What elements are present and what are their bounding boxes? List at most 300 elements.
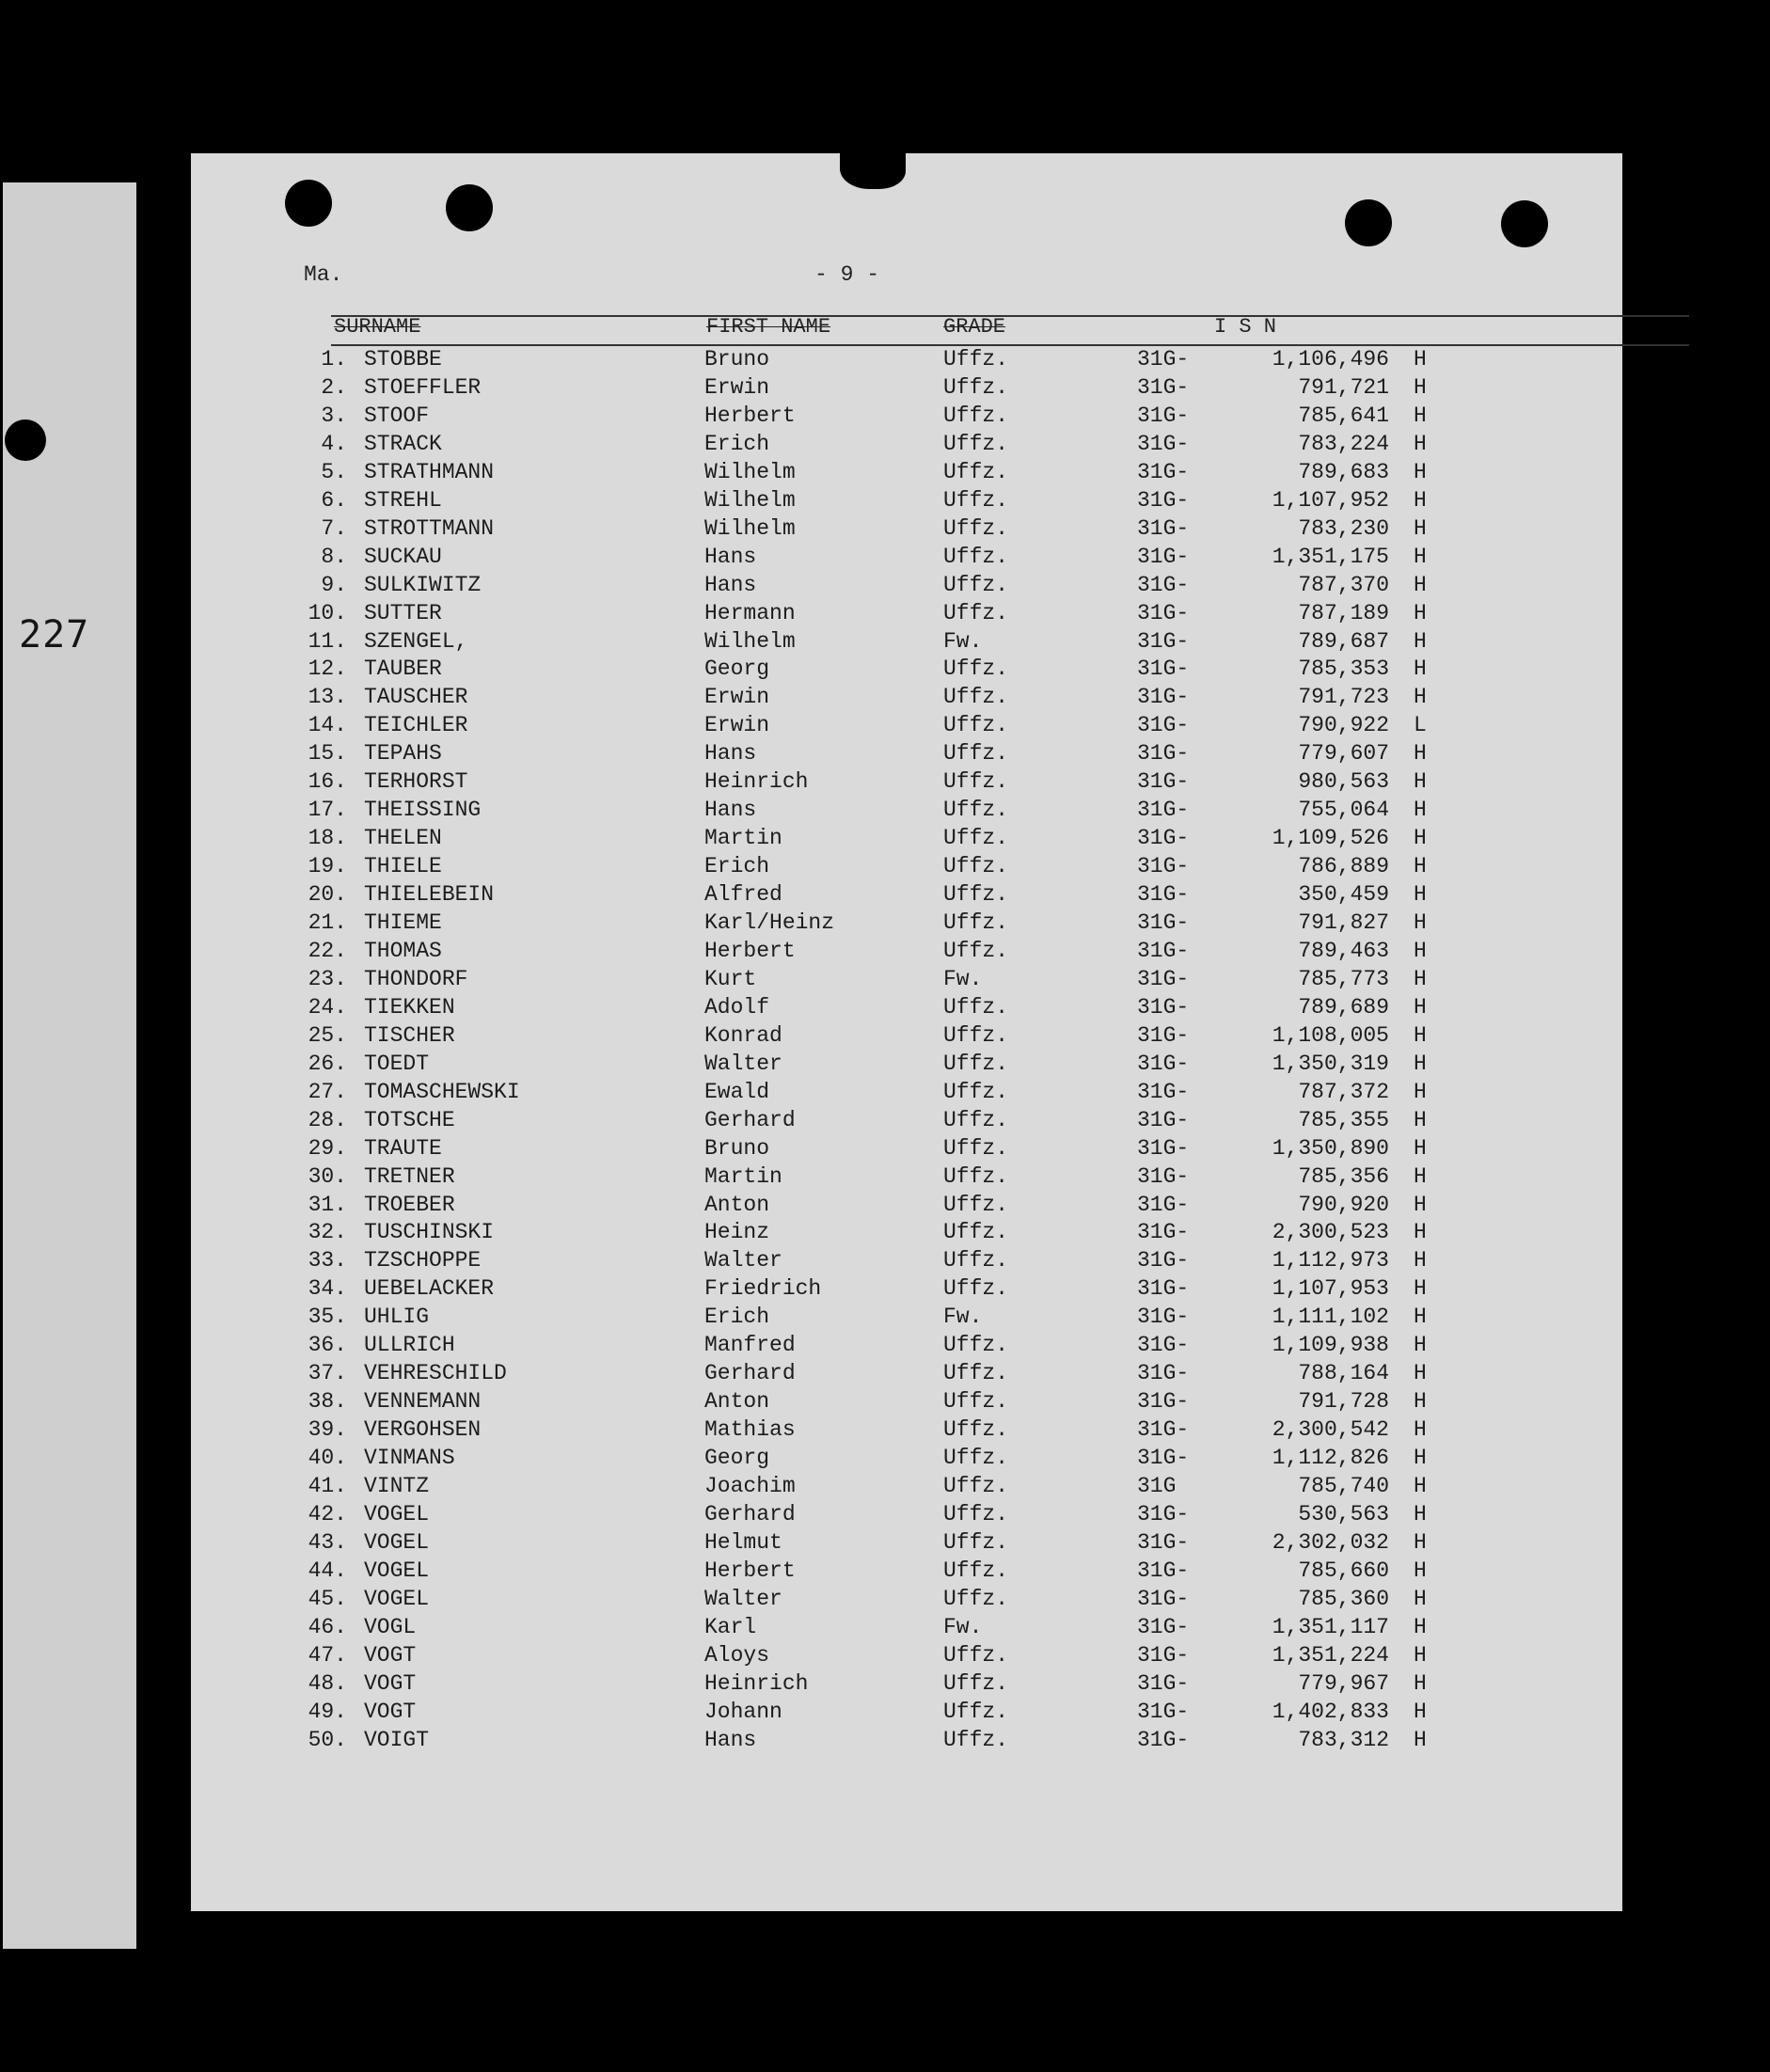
row-number: 41. bbox=[308, 1474, 347, 1498]
surname: VENNEMANN bbox=[364, 1389, 482, 1415]
isn-number: 785,740 bbox=[1298, 1474, 1389, 1498]
isn-prefix: 31G- bbox=[1137, 854, 1190, 879]
isn-suffix: L bbox=[1414, 713, 1427, 738]
table-row bbox=[191, 826, 1622, 854]
isn-prefix: 31G- bbox=[1137, 1248, 1190, 1273]
isn-number: 980,563 bbox=[1298, 769, 1389, 795]
isn-prefix: 31G- bbox=[1137, 628, 1190, 654]
isn-prefix: 31G- bbox=[1137, 459, 1190, 484]
grade: Uffz. bbox=[943, 1642, 1009, 1668]
surname: VERGOHSEN bbox=[364, 1417, 482, 1443]
first-name: Johann bbox=[704, 1699, 782, 1724]
table-row bbox=[191, 1587, 1622, 1615]
header-surname: SURNAME bbox=[334, 315, 421, 339]
grade: Uffz. bbox=[943, 854, 1009, 879]
first-name: Anton bbox=[704, 1389, 770, 1415]
surname: TROEBER bbox=[364, 1192, 455, 1217]
first-name: Erich bbox=[704, 854, 770, 879]
isn-number: 1,351,117 bbox=[1272, 1614, 1389, 1639]
isn-suffix: H bbox=[1414, 515, 1427, 541]
first-name: Herbert bbox=[704, 938, 796, 963]
row-number: 38. bbox=[308, 1389, 347, 1415]
isn-suffix: H bbox=[1414, 374, 1427, 400]
first-name: Herbert bbox=[704, 1558, 796, 1583]
table-row bbox=[191, 1643, 1622, 1671]
isn-suffix: H bbox=[1414, 1220, 1427, 1245]
first-name: Bruno bbox=[704, 1135, 770, 1161]
isn-suffix: H bbox=[1414, 741, 1427, 767]
grade: Uffz. bbox=[943, 882, 1009, 908]
isn-prefix: 31G- bbox=[1137, 1727, 1190, 1752]
row-number: 12. bbox=[308, 656, 347, 682]
grade: Uffz. bbox=[943, 374, 1009, 400]
frame-number-stamp-left: 227 bbox=[19, 613, 90, 656]
surname: TAUSCHER bbox=[364, 685, 468, 710]
surname: TEPAHS bbox=[364, 741, 442, 767]
grade: Uffz. bbox=[943, 1529, 1009, 1555]
table-row bbox=[191, 967, 1622, 995]
isn-suffix: H bbox=[1414, 600, 1427, 625]
isn-suffix: H bbox=[1414, 1248, 1427, 1273]
surname: SZENGEL, bbox=[364, 628, 468, 654]
isn-suffix: H bbox=[1414, 1079, 1427, 1104]
isn-suffix: H bbox=[1414, 798, 1427, 823]
isn-number: 779,607 bbox=[1298, 741, 1389, 767]
isn-number: 1,111,102 bbox=[1272, 1305, 1389, 1330]
grade: Uffz. bbox=[943, 1079, 1009, 1104]
table-row bbox=[191, 854, 1622, 882]
row-number: 21. bbox=[308, 910, 347, 935]
surname: TUSCHINSKI bbox=[364, 1220, 495, 1245]
grade: Uffz. bbox=[943, 685, 1009, 710]
row-number: 13. bbox=[308, 685, 347, 710]
grade: Uffz. bbox=[943, 1163, 1009, 1189]
surname: TEICHLER bbox=[364, 713, 468, 738]
surname: TOEDT bbox=[364, 1051, 430, 1076]
first-name: Martin bbox=[704, 826, 782, 851]
isn-number: 779,967 bbox=[1298, 1670, 1389, 1696]
table-row bbox=[191, 1728, 1622, 1756]
isn-prefix: 31G- bbox=[1137, 1220, 1190, 1245]
grade: Fw. bbox=[943, 1614, 983, 1639]
isn-number: 783,224 bbox=[1298, 431, 1389, 456]
grade: Uffz. bbox=[943, 1446, 1009, 1471]
isn-number: 1,107,952 bbox=[1272, 487, 1389, 513]
first-name: Erich bbox=[704, 1305, 770, 1330]
isn-prefix: 31G- bbox=[1137, 347, 1190, 372]
isn-suffix: H bbox=[1414, 431, 1427, 456]
isn-number: 785,353 bbox=[1298, 656, 1389, 682]
table-row bbox=[191, 573, 1622, 601]
row-number: 16. bbox=[308, 769, 347, 795]
isn-prefix: 31G- bbox=[1137, 882, 1190, 908]
isn-prefix: 31G- bbox=[1137, 1501, 1190, 1526]
isn-suffix: H bbox=[1414, 403, 1427, 428]
grade: Uffz. bbox=[943, 1220, 1009, 1245]
isn-number: 787,189 bbox=[1298, 600, 1389, 625]
first-name: Georg bbox=[704, 656, 770, 682]
isn-number: 2,300,542 bbox=[1272, 1417, 1389, 1443]
row-number: 25. bbox=[308, 1022, 347, 1048]
isn-number: 789,687 bbox=[1298, 628, 1389, 654]
first-name: Wilhelm bbox=[704, 515, 796, 541]
isn-prefix: 31G- bbox=[1137, 1022, 1190, 1048]
isn-number: 789,463 bbox=[1298, 938, 1389, 963]
table-row bbox=[191, 1558, 1622, 1587]
surname: STRATHMANN bbox=[364, 459, 495, 484]
isn-suffix: H bbox=[1414, 1501, 1427, 1526]
first-name: Gerhard bbox=[704, 1501, 796, 1526]
isn-number: 787,370 bbox=[1298, 572, 1389, 597]
isn-suffix: H bbox=[1414, 910, 1427, 935]
surname: VOGT bbox=[364, 1670, 417, 1696]
first-name: Gerhard bbox=[704, 1107, 796, 1132]
surname: TOTSCHE bbox=[364, 1107, 455, 1132]
surname: THEISSING bbox=[364, 798, 482, 823]
isn-prefix: 31G- bbox=[1137, 1586, 1190, 1611]
isn-suffix: H bbox=[1414, 994, 1427, 1020]
header-grade: GRADE bbox=[943, 315, 1006, 339]
isn-number: 788,164 bbox=[1298, 1361, 1389, 1386]
grade: Uffz. bbox=[943, 741, 1009, 767]
first-name: Wilhelm bbox=[704, 487, 796, 513]
isn-suffix: H bbox=[1414, 1417, 1427, 1443]
table-row bbox=[191, 1080, 1622, 1108]
isn-suffix: H bbox=[1414, 1558, 1427, 1583]
isn-prefix: 31G- bbox=[1137, 938, 1190, 963]
isn-number: 787,372 bbox=[1298, 1079, 1389, 1104]
surname: VOGEL bbox=[364, 1558, 430, 1583]
row-number: 20. bbox=[308, 882, 347, 908]
punch-hole bbox=[446, 184, 493, 231]
table-row bbox=[191, 432, 1622, 460]
isn-suffix: H bbox=[1414, 1446, 1427, 1471]
isn-suffix: H bbox=[1414, 1529, 1427, 1555]
grade: Uffz. bbox=[943, 1248, 1009, 1273]
isn-number: 1,351,175 bbox=[1272, 544, 1389, 569]
isn-prefix: 31G- bbox=[1137, 1558, 1190, 1583]
surname: STRACK bbox=[364, 431, 442, 456]
surname: SUTTER bbox=[364, 600, 442, 625]
first-name: Walter bbox=[704, 1051, 782, 1076]
isn-number: 755,064 bbox=[1298, 798, 1389, 823]
surname: TIEKKEN bbox=[364, 994, 455, 1020]
first-name: Hans bbox=[704, 1727, 757, 1752]
table-row bbox=[191, 516, 1622, 545]
table-row bbox=[191, 1108, 1622, 1136]
isn-number: 530,563 bbox=[1298, 1501, 1389, 1526]
isn-suffix: H bbox=[1414, 1276, 1427, 1302]
first-name: Heinz bbox=[704, 1220, 770, 1245]
isn-number: 785,356 bbox=[1298, 1163, 1389, 1189]
table-row bbox=[191, 1305, 1622, 1333]
isn-prefix: 31G- bbox=[1137, 1529, 1190, 1555]
isn-prefix: 31G- bbox=[1137, 1361, 1190, 1386]
isn-prefix: 31G- bbox=[1137, 1163, 1190, 1189]
punch-hole bbox=[5, 419, 46, 461]
grade: Uffz. bbox=[943, 1192, 1009, 1217]
isn-prefix: 31G- bbox=[1137, 1670, 1190, 1696]
grade: Uffz. bbox=[943, 713, 1009, 738]
grade: Uffz. bbox=[943, 798, 1009, 823]
row-number: 43. bbox=[308, 1529, 347, 1555]
page-prefix: Ma. bbox=[304, 262, 343, 287]
isn-number: 1,350,890 bbox=[1272, 1135, 1389, 1161]
first-name: Konrad bbox=[704, 1022, 782, 1048]
first-name: Erwin bbox=[704, 374, 770, 400]
row-number: 15. bbox=[308, 741, 347, 767]
isn-number: 1,106,496 bbox=[1272, 347, 1389, 372]
surname: STOOF bbox=[364, 403, 430, 428]
row-number: 50. bbox=[308, 1727, 347, 1752]
isn-prefix: 31G- bbox=[1137, 403, 1190, 428]
surname: THIELE bbox=[364, 854, 442, 879]
isn-prefix: 31G- bbox=[1137, 572, 1190, 597]
row-number: 26. bbox=[308, 1051, 347, 1076]
isn-number: 791,827 bbox=[1298, 910, 1389, 935]
surname: TOMASCHEWSKI bbox=[364, 1079, 520, 1104]
row-number: 18. bbox=[308, 826, 347, 851]
grade: Fw. bbox=[943, 1305, 983, 1330]
isn-number: 1,109,938 bbox=[1272, 1333, 1389, 1358]
row-number: 40. bbox=[308, 1446, 347, 1471]
isn-suffix: H bbox=[1414, 628, 1427, 654]
isn-suffix: H bbox=[1414, 1333, 1427, 1358]
grade: Uffz. bbox=[943, 515, 1009, 541]
surname: VOGT bbox=[364, 1699, 417, 1724]
surname: SULKIWITZ bbox=[364, 572, 482, 597]
grade: Uffz. bbox=[943, 1276, 1009, 1302]
isn-suffix: H bbox=[1414, 1163, 1427, 1189]
table-row bbox=[191, 629, 1622, 657]
isn-suffix: H bbox=[1414, 487, 1427, 513]
isn-number: 785,360 bbox=[1298, 1586, 1389, 1611]
surname: SUCKAU bbox=[364, 544, 442, 569]
surname: THONDORF bbox=[364, 966, 468, 991]
isn-number: 785,660 bbox=[1298, 1558, 1389, 1583]
isn-suffix: H bbox=[1414, 1022, 1427, 1048]
isn-prefix: 31G- bbox=[1137, 515, 1190, 541]
isn-suffix: H bbox=[1414, 882, 1427, 908]
first-name: Kurt bbox=[704, 966, 757, 991]
grade: Fw. bbox=[943, 966, 983, 991]
grade: Uffz. bbox=[943, 1699, 1009, 1724]
grade: Uffz. bbox=[943, 459, 1009, 484]
surname: ULLRICH bbox=[364, 1333, 455, 1358]
row-number: 22. bbox=[308, 938, 347, 963]
grade: Uffz. bbox=[943, 656, 1009, 682]
isn-number: 783,312 bbox=[1298, 1727, 1389, 1752]
grade: Uffz. bbox=[943, 938, 1009, 963]
table-row bbox=[191, 1276, 1622, 1305]
table-row bbox=[191, 741, 1622, 769]
table-row bbox=[191, 1052, 1622, 1080]
isn-suffix: H bbox=[1414, 1642, 1427, 1668]
isn-prefix: 31G- bbox=[1137, 1699, 1190, 1724]
isn-number: 1,112,826 bbox=[1272, 1446, 1389, 1471]
isn-suffix: H bbox=[1414, 769, 1427, 795]
first-name: Erwin bbox=[704, 685, 770, 710]
surname: TISCHER bbox=[364, 1022, 455, 1048]
row-number: 46. bbox=[308, 1614, 347, 1639]
surname: VINMANS bbox=[364, 1446, 455, 1471]
isn-suffix: H bbox=[1414, 1361, 1427, 1386]
row-number: 47. bbox=[308, 1642, 347, 1668]
header-rule-top bbox=[331, 315, 1689, 317]
first-name: Karl/Heinz bbox=[704, 910, 835, 935]
row-number: 8. bbox=[321, 544, 347, 569]
isn-suffix: H bbox=[1414, 459, 1427, 484]
isn-suffix: H bbox=[1414, 1135, 1427, 1161]
table-row bbox=[191, 1361, 1622, 1389]
surname: STOBBE bbox=[364, 347, 442, 372]
isn-number: 791,721 bbox=[1298, 374, 1389, 400]
isn-prefix: 31G- bbox=[1137, 1333, 1190, 1358]
isn-prefix: 31G- bbox=[1137, 910, 1190, 935]
row-number: 3. bbox=[321, 403, 347, 428]
grade: Uffz. bbox=[943, 826, 1009, 851]
row-number: 27. bbox=[308, 1079, 347, 1104]
row-number: 39. bbox=[308, 1417, 347, 1443]
table-row bbox=[191, 1193, 1622, 1221]
isn-number: 1,112,973 bbox=[1272, 1248, 1389, 1273]
isn-number: 1,351,224 bbox=[1272, 1642, 1389, 1668]
surname: VOGEL bbox=[364, 1501, 430, 1526]
header-rule-bottom bbox=[331, 344, 1689, 346]
row-number: 9. bbox=[321, 572, 347, 597]
isn-prefix: 31G- bbox=[1137, 1192, 1190, 1217]
grade: Uffz. bbox=[943, 1361, 1009, 1386]
table-row bbox=[191, 1474, 1622, 1502]
header-first-name: FIRST NAME bbox=[706, 315, 831, 339]
table-row bbox=[191, 1502, 1622, 1530]
table-row bbox=[191, 375, 1622, 403]
grade: Uffz. bbox=[943, 1333, 1009, 1358]
grade: Uffz. bbox=[943, 347, 1009, 372]
row-number: 45. bbox=[308, 1586, 347, 1611]
isn-suffix: H bbox=[1414, 1614, 1427, 1639]
first-name: Erich bbox=[704, 431, 770, 456]
punch-hole bbox=[285, 180, 332, 227]
row-number: 44. bbox=[308, 1558, 347, 1583]
isn-suffix: H bbox=[1414, 1051, 1427, 1076]
surname: VOGEL bbox=[364, 1586, 430, 1611]
isn-suffix: H bbox=[1414, 826, 1427, 851]
header-isn: I S N bbox=[1214, 315, 1277, 339]
isn-suffix: H bbox=[1414, 1670, 1427, 1696]
grade: Uffz. bbox=[943, 431, 1009, 456]
isn-prefix: 31G- bbox=[1137, 1107, 1190, 1132]
isn-suffix: H bbox=[1414, 938, 1427, 963]
isn-suffix: H bbox=[1414, 685, 1427, 710]
grade: Uffz. bbox=[943, 1051, 1009, 1076]
surname: THELEN bbox=[364, 826, 442, 851]
isn-number: 789,689 bbox=[1298, 994, 1389, 1020]
isn-prefix: 31G- bbox=[1137, 713, 1190, 738]
isn-prefix: 31G bbox=[1137, 1474, 1177, 1498]
row-number: 37. bbox=[308, 1361, 347, 1386]
table-row bbox=[191, 882, 1622, 910]
isn-number: 791,728 bbox=[1298, 1389, 1389, 1415]
first-name: Helmut bbox=[704, 1529, 782, 1555]
isn-prefix: 31G- bbox=[1137, 826, 1190, 851]
grade: Uffz. bbox=[943, 1022, 1009, 1048]
first-name: Karl bbox=[704, 1614, 757, 1639]
row-number: 11. bbox=[308, 628, 347, 654]
isn-prefix: 31G- bbox=[1137, 374, 1190, 400]
isn-number: 783,230 bbox=[1298, 515, 1389, 541]
table-row bbox=[191, 1136, 1622, 1164]
grade: Uffz. bbox=[943, 769, 1009, 795]
grade: Uffz. bbox=[943, 1389, 1009, 1415]
grade: Uffz. bbox=[943, 1586, 1009, 1611]
punch-hole bbox=[1345, 199, 1392, 246]
isn-number: 2,300,523 bbox=[1272, 1220, 1389, 1245]
row-number: 1. bbox=[321, 347, 347, 372]
row-number: 19. bbox=[308, 854, 347, 879]
isn-suffix: H bbox=[1414, 1586, 1427, 1611]
isn-suffix: H bbox=[1414, 1727, 1427, 1752]
row-number: 14. bbox=[308, 713, 347, 738]
isn-suffix: H bbox=[1414, 1192, 1427, 1217]
row-number: 4. bbox=[321, 431, 347, 456]
isn-prefix: 31G- bbox=[1137, 1389, 1190, 1415]
grade: Uffz. bbox=[943, 544, 1009, 569]
isn-prefix: 31G- bbox=[1137, 600, 1190, 625]
first-name: Georg bbox=[704, 1446, 770, 1471]
surname: STREHL bbox=[364, 487, 442, 513]
isn-prefix: 31G- bbox=[1137, 1642, 1190, 1668]
isn-prefix: 31G- bbox=[1137, 769, 1190, 795]
punch-hole bbox=[1501, 200, 1548, 247]
isn-number: 791,723 bbox=[1298, 685, 1389, 710]
row-number: 31. bbox=[308, 1192, 347, 1217]
isn-prefix: 31G- bbox=[1137, 798, 1190, 823]
first-name: Erwin bbox=[704, 713, 770, 738]
row-number: 6. bbox=[321, 487, 347, 513]
grade: Uffz. bbox=[943, 1474, 1009, 1498]
isn-number: 1,108,005 bbox=[1272, 1022, 1389, 1048]
isn-prefix: 31G- bbox=[1137, 1446, 1190, 1471]
row-number: 42. bbox=[308, 1501, 347, 1526]
surname: TZSCHOPPE bbox=[364, 1248, 482, 1273]
grade: Uffz. bbox=[943, 994, 1009, 1020]
table-row bbox=[191, 403, 1622, 432]
isn-suffix: H bbox=[1414, 1474, 1427, 1498]
row-number: 10. bbox=[308, 600, 347, 625]
table-row bbox=[191, 798, 1622, 826]
isn-prefix: 31G- bbox=[1137, 1614, 1190, 1639]
grade: Uffz. bbox=[943, 1501, 1009, 1526]
first-name: Hans bbox=[704, 798, 757, 823]
table-row bbox=[191, 488, 1622, 516]
table-row bbox=[191, 460, 1622, 488]
document-page bbox=[191, 153, 1622, 1911]
isn-suffix: H bbox=[1414, 656, 1427, 682]
table-row bbox=[191, 1220, 1622, 1248]
table-row bbox=[191, 1446, 1622, 1474]
grade: Uffz. bbox=[943, 600, 1009, 625]
isn-suffix: H bbox=[1414, 1107, 1427, 1132]
row-number: 24. bbox=[308, 994, 347, 1020]
surname: TAUBER bbox=[364, 656, 442, 682]
isn-prefix: 31G- bbox=[1137, 994, 1190, 1020]
surname: TERHORST bbox=[364, 769, 468, 795]
isn-number: 785,641 bbox=[1298, 403, 1389, 428]
surname: VEHRESCHILD bbox=[364, 1361, 507, 1386]
isn-number: 1,107,953 bbox=[1272, 1276, 1389, 1302]
page-number: - 9 - bbox=[814, 262, 880, 287]
